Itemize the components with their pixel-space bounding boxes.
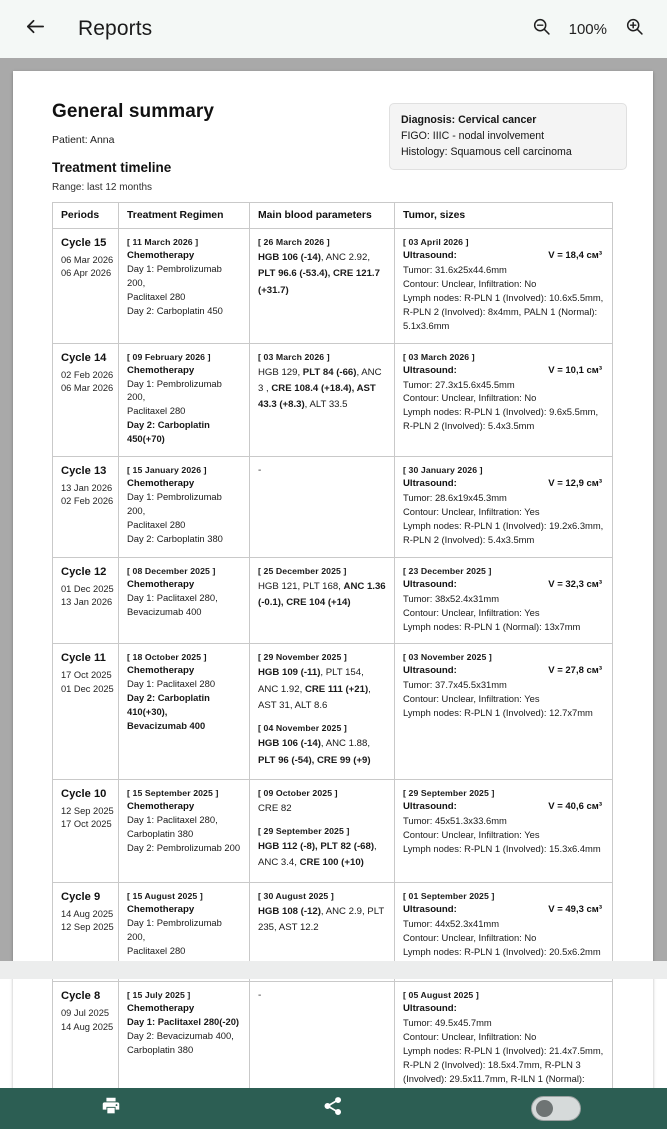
print-icon	[100, 1095, 122, 1122]
cell-regimen	[119, 779, 250, 882]
cycle-date-range: 02 Feb 2026	[61, 369, 114, 380]
regimen-line: Day 1: Pembrolizumab 200,	[127, 491, 222, 516]
ultrasound-row	[403, 250, 604, 262]
cell-tumor	[395, 557, 613, 644]
blood-values: HGB 129, PLT 84 (-66), ANC 3 , CRE 108.4 (+18.4), AST 43.3 (+8.3), ALT 33.5	[258, 366, 382, 411]
blood-block	[258, 826, 386, 872]
table-header-row	[53, 203, 613, 229]
table-row	[53, 457, 613, 558]
cell-period	[53, 779, 119, 882]
regimen-title: Chemotherapy	[127, 364, 195, 376]
cycle-date-range-end: 01 Dec 2025	[61, 683, 114, 694]
tumor-line: Lymph nodes: R-PLN 1 (Involved): 19.2x6.3mm, R-PLN 2 (Involved): 5.4x3.5mm	[403, 519, 604, 545]
col-header-tumor: Tumor, sizes	[395, 203, 613, 229]
cell-regimen	[119, 343, 250, 457]
blood-block	[258, 352, 386, 414]
tumor-line: Contour: Unclear, Infiltration: No	[403, 392, 537, 404]
tumor-line: Contour: Unclear, Infiltration: No	[403, 1031, 537, 1043]
regimen-line: Day 2: Bevacizumab 400,	[127, 1030, 234, 1042]
regimen-date: [ 15 September 2025 ]	[127, 787, 219, 798]
zoom-in-button[interactable]	[619, 14, 649, 44]
tumor-volume: V = 12,9 см³	[548, 478, 602, 490]
toggle-switch-slot	[445, 1096, 667, 1121]
col-header-regimen: Treatment Regimen	[119, 203, 250, 229]
regimen-line: Day 1: Paclitaxel 280(-20)	[127, 1016, 240, 1028]
regimen-line: Day 1: Paclitaxel 280,	[127, 813, 218, 825]
tumor-line: Tumor: 38x52.4x31mm	[403, 592, 500, 604]
cell-regimen	[119, 229, 250, 344]
blood-date: [ 30 August 2025 ]	[258, 890, 334, 901]
tumor-modality: Ultrasound:	[403, 364, 457, 376]
cycle-name: Cycle 11	[61, 652, 106, 665]
print-button[interactable]	[0, 1095, 222, 1122]
regimen-title: Chemotherapy	[127, 478, 195, 490]
zoom-controls	[527, 14, 649, 44]
cycle-date-range-end: 06 Mar 2026	[61, 382, 114, 393]
tumor-date: [ 30 January 2026 ]	[403, 465, 483, 476]
cycle-name: Cycle 10	[61, 787, 107, 800]
regimen-line: Day 2: Carboplatin 450(+70)	[127, 419, 210, 445]
regimen-date: [ 18 October 2025 ]	[127, 652, 207, 663]
cell-blood	[250, 457, 395, 558]
regimen-title: Chemotherapy	[127, 1003, 195, 1015]
regimen-line: Paclitaxel 280	[127, 405, 186, 417]
regimen-line: Day 2: Carboplatin 410(+30),	[127, 692, 210, 718]
blood-values: HGB 112 (-8), PLT 82 (-68), ANC 3.4, CRE 100 (+10)	[258, 841, 377, 869]
tumor-line: Lymph nodes: R-PLN 1 (Involved): 9.6x5.5mm, R-PLN 2 (Involved): 5.4x3.5mm	[403, 406, 599, 432]
share-icon	[322, 1095, 344, 1122]
tumor-modality: Ultrasound:	[403, 478, 457, 490]
tumor-line: Lymph nodes: R-PLN 1 (Involved): 12.7x7mm	[403, 707, 593, 719]
table-row	[53, 779, 613, 882]
ultrasound-row	[403, 579, 604, 591]
cell-period	[53, 557, 119, 644]
cycle-date-range-end: 12 Sep 2025	[61, 921, 114, 932]
regimen-line: Paclitaxel 280	[127, 944, 186, 956]
app-bar	[0, 0, 667, 58]
tumor-line: Lymph nodes: R-PLN 1 (Normal): 13x7mm	[403, 620, 581, 632]
cycle-date-range: 17 Oct 2025	[61, 670, 112, 681]
blood-values: HGB 109 (-11), PLT 154, ANC 1.92, CRE 111 (+21), AST 31, ALT 8.6	[258, 667, 371, 711]
ultrasound-row	[403, 801, 604, 813]
blood-date: [ 26 March 2026 ]	[258, 237, 330, 247]
cell-blood	[250, 343, 395, 457]
tumor-line: Contour: Unclear, Infiltration: No	[403, 931, 537, 943]
tumor-line: Tumor: 27.3x15.6x45.5mm	[403, 378, 515, 390]
tumor-modality: Ultrasound:	[403, 903, 457, 915]
ultrasound-row	[403, 904, 604, 916]
cycle-date-range: 13 Jan 2026	[61, 483, 113, 494]
regimen-line: Carboplatin 380	[127, 827, 194, 839]
regimen-line: Paclitaxel 280	[127, 290, 186, 302]
cycle-name: Cycle 14	[61, 351, 107, 364]
blood-date: [ 09 October 2025 ]	[258, 787, 338, 798]
tumor-date: [ 29 September 2025 ]	[403, 787, 495, 798]
bottom-toolbar	[0, 1088, 667, 1129]
tumor-date: [ 03 March 2026 ]	[403, 351, 475, 362]
table-row	[53, 644, 613, 779]
blood-values: HGB 106 (-14), ANC 1.88, PLT 96 (-54), CRE 99 (+9)	[258, 738, 371, 766]
document-header	[52, 99, 627, 200]
zoom-in-icon	[624, 16, 645, 42]
ultrasound-row	[403, 478, 604, 490]
regimen-date: [ 15 August 2025 ]	[127, 890, 203, 901]
toggle-knob	[536, 1100, 553, 1117]
blood-block	[258, 891, 386, 937]
range-label: Range: last 12 months	[52, 182, 153, 193]
cell-tumor	[395, 229, 613, 344]
cell-tumor	[395, 343, 613, 457]
cycle-name: Cycle 12	[61, 565, 107, 578]
tumor-line: Contour: Unclear, Infiltration: Yes	[403, 693, 540, 705]
regimen-title: Chemotherapy	[127, 578, 195, 590]
section-title: Treatment timeline	[52, 160, 172, 175]
cycle-name: Cycle 8	[61, 990, 101, 1003]
regimen-date: [ 08 December 2025 ]	[127, 565, 216, 576]
blood-date: [ 04 November 2025 ]	[258, 723, 347, 734]
regimen-line: Day 1: Pembrolizumab 200,	[127, 377, 222, 403]
tumor-date: [ 03 April 2026 ]	[403, 237, 469, 247]
table-row	[53, 229, 613, 344]
ultrasound-row	[403, 365, 604, 377]
regimen-title: Chemotherapy	[127, 665, 195, 677]
blood-block	[258, 566, 386, 612]
regimen-line: Bevacizumab 400	[127, 720, 206, 732]
tumor-modality: Ultrasound:	[403, 800, 457, 812]
tumor-modality: Ultrasound:	[403, 665, 457, 677]
blood-date: [ 25 December 2025 ]	[258, 565, 347, 576]
tumor-line: Lymph nodes: R-PLN 1 (Involved): 20.5x6.2mm	[403, 945, 601, 957]
arrow-left-icon	[24, 15, 47, 43]
document-viewport[interactable]	[0, 58, 667, 1085]
tumor-line: Contour: Unclear, Infiltration: No	[403, 277, 537, 289]
cell-tumor	[395, 644, 613, 779]
diagnosis-box	[389, 103, 627, 170]
regimen-date: [ 09 February 2026 ]	[127, 351, 211, 362]
cell-tumor	[395, 779, 613, 882]
cell-blood	[250, 229, 395, 344]
cycle-date-range-end: 13 Jan 2026	[61, 596, 113, 607]
cell-blood	[250, 557, 395, 644]
back-button[interactable]	[18, 12, 52, 46]
patient-label: Patient: Anna	[52, 134, 115, 146]
regimen-title: Chemotherapy	[127, 800, 195, 812]
cell-period	[53, 457, 119, 558]
figo-line: FIGO: IIIC - nodal involvement	[401, 130, 545, 143]
regimen-line: Day 2: Carboplatin 380	[127, 532, 223, 544]
zoom-out-icon	[531, 16, 552, 42]
blood-block	[258, 237, 386, 299]
cell-blood	[250, 644, 395, 779]
cycle-date-range-end: 06 Apr 2026	[61, 268, 112, 279]
tumor-volume: V = 40,6 см³	[548, 800, 602, 812]
blood-block	[258, 652, 386, 714]
blood-date: [ 29 November 2025 ]	[258, 652, 347, 663]
tumor-line: Contour: Unclear, Infiltration: Yes	[403, 606, 540, 618]
cell-blood	[250, 779, 395, 882]
blood-block	[258, 723, 386, 769]
ultrasound-row	[403, 665, 604, 677]
regimen-title: Chemotherapy	[127, 250, 195, 261]
tumor-date: [ 03 November 2025 ]	[403, 652, 492, 663]
blood-empty: -	[258, 465, 262, 477]
cycle-name: Cycle 9	[61, 890, 101, 903]
regimen-line: Day 2: Pembrolizumab 200	[127, 841, 241, 853]
table-row	[53, 557, 613, 644]
col-header-periods: Periods	[53, 203, 119, 229]
cycle-date-range: 09 Jul 2025	[61, 1008, 110, 1019]
diagnosis-line: Diagnosis: Cervical cancer	[401, 114, 537, 126]
zoom-out-button[interactable]	[527, 14, 557, 44]
tumor-line: Lymph nodes: R-PLN 1 (Involved): 10.6x5.5mm, R-PLN 2 (Involved): 8x4mm, PALN 1 (Normal): 5.1x3.6mm	[403, 291, 604, 331]
regimen-line: Carboplatin 380	[127, 1044, 194, 1056]
blood-block	[258, 788, 386, 817]
cycle-date-range: 12 Sep 2025	[61, 805, 114, 816]
regimen-line: Bevacizumab 400	[127, 605, 202, 617]
share-button[interactable]	[222, 1095, 444, 1122]
cycle-date-range: 06 Mar 2026	[61, 255, 114, 265]
regimen-date: [ 11 March 2026 ]	[127, 237, 199, 247]
blood-values: HGB 121, PLT 168, ANC 1.36 (-0.1), CRE 104 (+14)	[258, 580, 386, 608]
page-title: Reports	[78, 17, 153, 40]
regimen-date: [ 15 July 2025 ]	[127, 990, 191, 1001]
cell-period	[53, 644, 119, 779]
bottom-gap-strip	[0, 961, 667, 979]
cell-regimen	[119, 457, 250, 558]
regimen-line: Day 2: Carboplatin 450	[127, 304, 223, 316]
regimen-line: Paclitaxel 280	[127, 518, 186, 530]
document-title: General summary	[52, 101, 215, 122]
tumor-modality: Ultrasound:	[403, 578, 457, 590]
regimen-title: Chemotherapy	[127, 903, 195, 915]
cell-period	[53, 229, 119, 344]
tumor-line: Contour: Unclear, Infiltration: Yes	[403, 505, 540, 517]
view-mode-toggle[interactable]	[531, 1096, 581, 1121]
tumor-line: Tumor: 49.5x45.7mm	[403, 1017, 492, 1029]
cycle-name: Cycle 13	[61, 465, 107, 478]
tumor-modality: Ultrasound:	[403, 250, 457, 261]
cell-regimen	[119, 644, 250, 779]
blood-values: CRE 82	[258, 802, 292, 814]
blood-date: [ 29 September 2025 ]	[258, 826, 350, 837]
regimen-line: Day 1: Paclitaxel 280	[127, 678, 216, 690]
tumor-line: Tumor: 28.6x19x45.3mm	[403, 492, 507, 504]
cell-period	[53, 343, 119, 457]
tumor-modality: Ultrasound:	[403, 1003, 457, 1015]
tumor-line: Tumor: 45x51.3x33.6mm	[403, 814, 507, 826]
tumor-line: Tumor: 31.6x25x44.6mm	[403, 264, 507, 275]
cycle-date-range-end: 14 Aug 2025	[61, 1021, 114, 1032]
cycle-date-range-end: 02 Feb 2026	[61, 496, 114, 507]
regimen-line: Day 1: Pembrolizumab 200,	[127, 263, 222, 288]
tumor-line: Lymph nodes: R-PLN 1 (Involved): 21.4x7.5mm, R-PLN 2 (Involved): 18.5x4.7mm, R-PLN 3 (Involved): 29.5x11.7mm, R-ILN 1 (Normal):	[403, 1045, 604, 1085]
tumor-volume: V = 10,1 см³	[548, 364, 602, 376]
tumor-date: [ 23 December 2025 ]	[403, 565, 492, 576]
cell-regimen	[119, 557, 250, 644]
cycle-date-range-end: 17 Oct 2025	[61, 819, 112, 830]
tumor-date: [ 05 August 2025 ]	[403, 990, 479, 1001]
regimen-line: Day 1: Pembrolizumab 200,	[127, 916, 222, 942]
tumor-date: [ 01 September 2025 ]	[403, 890, 495, 901]
regimen-line: Day 1: Paclitaxel 280,	[127, 591, 218, 603]
ultrasound-row	[403, 1003, 604, 1015]
col-header-blood: Main blood parameters	[250, 203, 395, 229]
blood-values: HGB 108 (-12), ANC 2.9, PLT 235, AST 12.2	[258, 905, 385, 934]
tumor-line: Tumor: 37.7x45.5x31mm	[403, 679, 507, 691]
tumor-line: Tumor: 44x52.3x41mm	[403, 917, 500, 929]
regimen-date: [ 15 January 2026 ]	[127, 465, 207, 476]
tumor-volume: V = 18,4 см³	[548, 250, 602, 261]
tumor-volume: V = 49,3 см³	[548, 903, 602, 915]
cycle-name: Cycle 15	[61, 237, 107, 249]
histology-line: Histology: Squamous cell carcinoma	[401, 146, 572, 159]
cycle-date-range: 14 Aug 2025	[61, 908, 114, 919]
table-row	[53, 343, 613, 457]
zoom-level-label: 100%	[568, 20, 607, 38]
blood-date: [ 03 March 2026 ]	[258, 351, 330, 362]
tumor-volume: V = 27,8 см³	[548, 665, 602, 677]
blood-values: HGB 106 (-14), ANC 2.92, PLT 96.6 (-53.4), CRE 121.7 (+31.7)	[258, 252, 380, 296]
tumor-volume: V = 32,3 см³	[548, 578, 602, 590]
tumor-line: Contour: Unclear, Infiltration: Yes	[403, 828, 540, 840]
cell-tumor	[395, 457, 613, 558]
tumor-line: Lymph nodes: R-PLN 1 (Involved): 15.3x6.4mm	[403, 842, 601, 854]
cycle-date-range: 01 Dec 2025	[61, 583, 114, 594]
blood-empty: -	[258, 990, 262, 1002]
